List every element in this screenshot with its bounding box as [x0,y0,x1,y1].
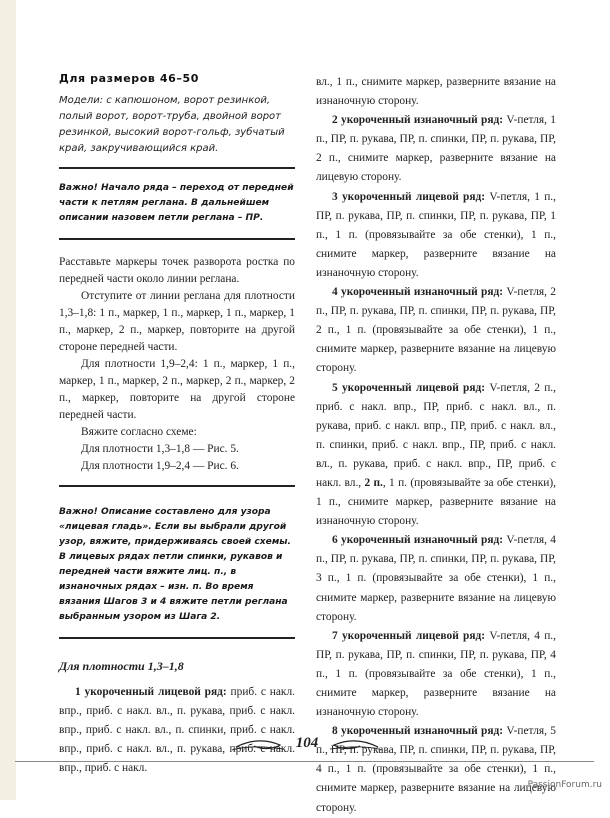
row-3-title: 3 укороченный лицевой ряд: [332,190,486,203]
scheme-item-1: Для плотности 1,3–1,8 — Рис. 5. [81,443,239,455]
row-7-title: 7 укороченный лицевой ряд: [332,629,486,642]
note2-bottom-rule [59,637,295,639]
density-19-paragraph: Для плотности 1,9–2,4: 1 п., маркер, 1 п., маркер, 1 п., маркер, 2 п., маркер, 2 п., маркер, 2 п., маркер, повторите на другой стороне передней части. [59,358,295,421]
row-1 [59,683,295,778]
row-8-text: V-петля, 5 п., ПР, п. рукава, ПР, п. спинки, ПР, п. рукава, ПР, 4 п., 1 п. (провязывайте за обе стенки), 1 п., снимите маркер, разверните вязание на лицевую сторону. [316,725,556,814]
important-note-2: Важно! Описание составлено для узора «лицевая гладь». Если вы выбрали другой узор, вяжите, придерживаясь своей схемы. В лицевых рядах петли спинки, рукавов и передней части вяжите лиц. п., в изнаночных рядах – изн. п. Во время вязания Шагов 3 и 4 вяжите петли реглана выбранным узором из Шага 2. [59,507,291,622]
important-note-1: Важно! Начало ряда – переход от передней части к петлям реглана. В дальнейшем описании назовем петли реглана – ПР. [59,183,294,223]
row-5-text-2: , 1 п. (провязывайте за обе стенки), 1 п., снимите маркер, разверните вязание на изнаночную сторону. [316,476,556,528]
page-footer [232,733,382,757]
bottom-rule [15,761,594,762]
row-2-text: V-петля, 1 п., ПР, п. рукава, ПР, п. спинки, ПР, п. рукава, ПР, 2 п., снимите маркер, разверните вязание на лицевую сторону. [316,114,556,184]
row-4 [316,283,556,378]
row-3-text: V-петля, 1 п., ПР, п. рукава, ПР, п. спинки, ПР, п. рукава, ПР, 1 п., 1 п. (провязывайте за обе стенки), 1 п., снимите маркер, разверните вязание на изнаночную сторону. [316,190,557,279]
row-6 [316,531,556,626]
row-3 [316,188,556,283]
note1-bottom-rule [59,238,295,240]
row-8-title: 8 укороченный изнаночный ряд: [332,725,504,738]
note2-top-rule [59,485,295,487]
row-1-continuation: вл., 1 п., снимите маркер, разверните вязание на изнаночную сторону. [316,76,556,108]
row-5-text: V-петля, 2 п., приб. с накл. впр., ПР, приб. с накл. вл., п. рукава, приб. с накл. впр., ПР, приб. с накл. вл., п. спинки, приб. с накл. впр., ПР, приб. с накл. вл., п. рукава, приб. с накл. впр., ПР, приб. с накл. вл., [316,381,557,489]
row-6-title: 6 укороченный изнаночный ряд: [332,534,504,547]
page-number: 104 [295,735,319,751]
section-heading: Для размеров 46–50 [59,72,200,85]
models-list: Модели: с капюшоном, ворот резинкой, полый ворот, ворот-труба, двойной ворот резинкой, высокий ворот-гольф, зубчатый край, закручивающийся край. [59,95,285,154]
density-13-paragraph: Отступите от линии реглана для плотности 1,3–1,8: 1 п., маркер, 1 п., маркер, 1 п., маркер, 1 п., маркер, 2 п., маркер, повторите на другой стороне передней части. [59,290,295,353]
row-7 [316,627,556,722]
row-6-text: V-петля, 4 п., ПР, п. рукава, ПР, п. спинки, ПР, п. рукава, ПР, 3 п., 1 п. (провязывайте за обе стенки), 1 п., снимите маркер, разверните вязание на лицевую сторону. [316,534,556,623]
scheme-intro: Вяжите согласно схеме: [81,426,197,438]
right-column [316,73,556,818]
watermark: PassionForum.ru [527,780,602,790]
row-4-text: V-петля, 2 п., ПР, п. рукава, ПР, п. спинки, ПР, п. рукава, ПР, 2 п., 1 п. (провязывайте за обе стенки), 1 п., снимите маркер, разверните вязание на лицевую сторону. [316,286,556,375]
row-1-title: 1 укороченный лицевой ряд: [75,686,227,698]
row-2-title: 2 укороченный изнаночный ряд: [332,114,504,127]
row-5 [316,379,556,532]
row-7-text: V-петля, 4 п., ПР, п. рукава, ПР, п. спинки, ПР, п. рукава, ПР, 4 п., 1 п. (провязывайте за обе стенки), 1 п., снимите маркер, разверните вязание на изнаночную сторону. [316,629,557,719]
row-5-bold: 2 п. [364,476,383,489]
row-2 [316,111,556,187]
density-heading: Для плотности 1,3–1,8 [59,659,184,673]
note1-top-rule [59,167,295,169]
row-5-title: 5 укороченный лицевой ряд: [332,381,486,394]
row-1-text: приб. с накл. впр., приб. с накл. вл., п. рукава, приб. с накл. впр., приб. с накл. вл., п. спинки, приб. с накл. впр., приб. с накл. вл., п. рукава, приб. с накл. впр., приб. с накл. [59,686,295,775]
left-column [59,64,295,778]
row-4-title: 4 укороченный изнаночный ряд: [332,286,504,299]
page-edge-strip [0,0,16,800]
scheme-item-2: Для плотности 1,9–2,4 — Рис. 6. [81,460,239,472]
intro-paragraph: Расставьте маркеры точек разворота ростка по передней части около линии реглана. [59,256,295,285]
